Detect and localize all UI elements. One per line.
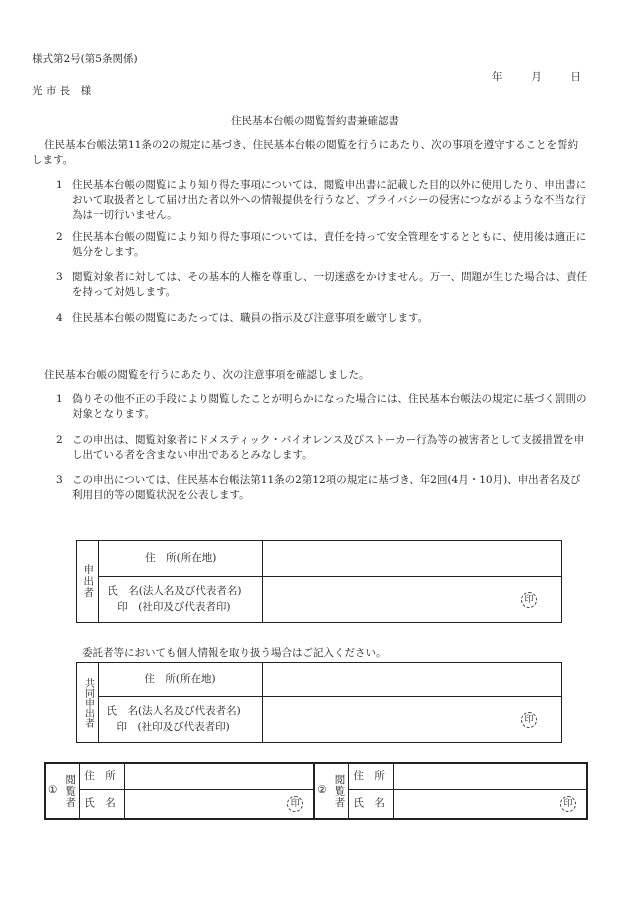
confirm-item-1: 1 偽りその他不正の手段により閲覧したことが明らかになった場合には、住民基本台帳法の規定に基づく罰則の対象となります。 [56, 393, 587, 421]
seal-mark-icon: 印 [521, 592, 537, 608]
viewer-1-name-field[interactable] [125, 789, 315, 819]
document-title: 住民基本台帳の閲覧誓約書兼確認書 [231, 115, 399, 127]
seal-mark-icon: 印 [521, 712, 537, 728]
viewers-table [44, 762, 588, 820]
seal-mark-icon: 印 [287, 796, 303, 812]
viewer-2-side-label: 閲覧者 [329, 763, 349, 819]
joint-side-label: 共同申出者 [77, 663, 99, 743]
confirm-item-3: 3 この申出については、住民基本台帳法第11条の2第12項の規定に基づき、年2回(4月・10月)、申出者名及び利用目的等の閲覧状況を公表します。 [56, 474, 581, 502]
confirm-intro: 住民基本台帳の閲覧を行うにあたり、次の注意事項を確認しました。 [44, 369, 370, 381]
applicant-name-label: 氏 名(法人名及び代表者名) 印 (社印及び代表者印) [99, 577, 263, 623]
viewer-2-name-field[interactable] [394, 789, 587, 819]
viewer-1-index: ① [45, 763, 60, 819]
viewer-1-address-field[interactable] [125, 763, 315, 789]
date-year: 年 [492, 71, 503, 83]
viewer-2-index: ② [314, 763, 329, 819]
confirm-item-2: 2 この申出は、閲覧対象者にドメスティック・バイオレンス及びストーカー行為等の被害者として支援措置を申し出ている者を含まない申出であるとみなします。 [56, 434, 585, 462]
applicant-side-label: 申出者 [77, 541, 99, 623]
viewer-1-name-label: 氏 名 [80, 789, 125, 819]
date-month: 月 [531, 71, 542, 83]
date-day: 日 [570, 71, 581, 83]
addressee: 光 市 長 様 [32, 85, 92, 97]
pledge-item-1: 1 住民基本台帳の閲覧により知り得た事項については、閲覧申出書に記載した目的以外に使用したり、申出書において取扱者として届け出た者以外への情報提供を行うなど、プライバシーの侵害につながるような不当な行為は一切行いません。 [56, 179, 587, 222]
applicant-name-field[interactable] [263, 577, 562, 623]
joint-address-label: 住 所(所在地) [98, 663, 262, 697]
viewer-1-address-label: 住 所 [80, 763, 125, 789]
form-id: 様式第2号(第5条関係) [32, 53, 138, 65]
joint-applicant-table [76, 662, 562, 743]
applicant-address-field[interactable] [263, 541, 562, 577]
pledge-intro: 住民基本台帳法第11条の2の規定に基づき、住民基本台帳の閲覧を行うにあたり、次の事項を遵守することを誓約します。 [32, 139, 579, 167]
date-line [492, 70, 581, 85]
applicant-table [76, 540, 562, 623]
pledge-item-2: 2 住民基本台帳の閲覧により知り得た事項については、責任を持って安全管理をするとともに、使用後は適正に処分をします。 [56, 231, 587, 259]
viewer-1-side-label: 閲覧者 [60, 763, 80, 819]
viewer-2-name-label: 氏 名 [349, 789, 394, 819]
joint-name-field[interactable] [262, 697, 562, 743]
pledge-item-3: 3 閲覧対象者に対しては、その基本的人権を尊重し、一切迷惑をかけません。万一、問題が生じた場合は、責任を持って対処します。 [56, 271, 588, 299]
delegate-note: 委託者等においても個人情報を取り扱う場合はご記入ください。 [82, 647, 387, 659]
viewer-2-address-label: 住 所 [349, 763, 394, 789]
joint-address-field[interactable] [262, 663, 562, 697]
seal-mark-icon: 印 [560, 796, 576, 812]
applicant-address-label: 住 所(所在地) [99, 541, 263, 577]
pledge-item-4: 4 住民基本台帳の閲覧にあたっては、職員の指示及び注意事項を厳守します。 [56, 312, 429, 324]
viewer-2-address-field[interactable] [394, 763, 587, 789]
joint-name-label: 氏 名(法人名及び代表者名) 印 (社印及び代表者印) [98, 697, 262, 743]
